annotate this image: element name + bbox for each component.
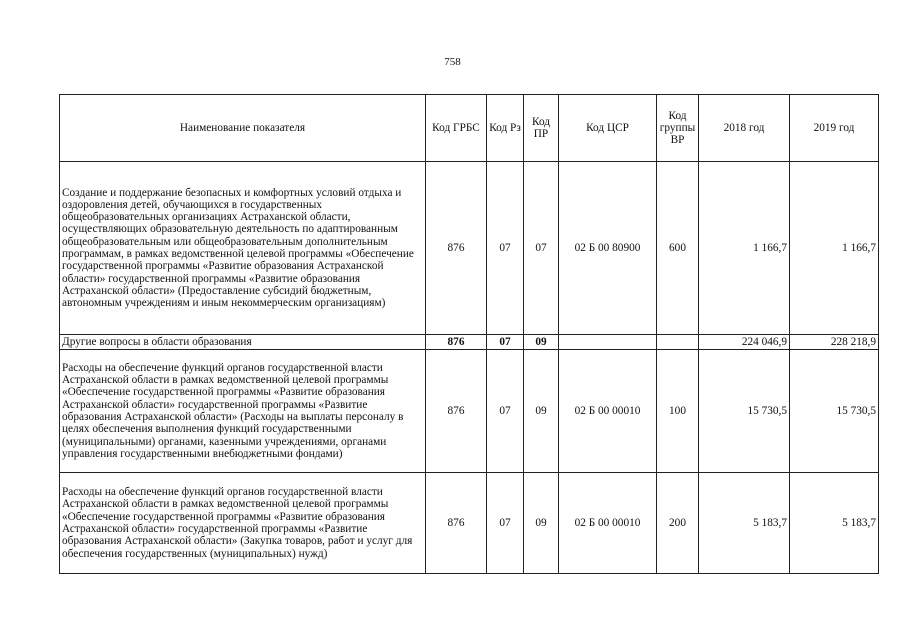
row-pr: 09 [524, 473, 559, 574]
row-2019: 1 166,7 [790, 162, 879, 335]
row-vr: 200 [657, 473, 699, 574]
header-2018: 2018 год [699, 95, 790, 162]
row-vr [657, 335, 699, 350]
row-rz: 07 [487, 335, 524, 350]
table-row [60, 162, 879, 335]
row-vr: 100 [657, 350, 699, 473]
header-name: Наименование показателя [60, 95, 426, 162]
row-2018: 1 166,7 [699, 162, 790, 335]
row-vr: 600 [657, 162, 699, 335]
row-name: Другие вопросы в области образования [60, 335, 426, 350]
header-rz: Код Рз [487, 95, 524, 162]
row-name: Создание и поддержание безопасных и комфортных условий отдыха и оздоровления детей, обучающихся в государственных общеобразовательных организациях Астраханской области, осуществляющих образовательную деятельность по адаптированным общеобразовательным или общеобразовательным дополнительным программам, в рамках ведомственной целевой программы «Обеспечение государственной программы «Развитие образования Астраханской области» государственной программы «Развитие образования Астраханской области» (Предоставление субсидий бюджетным, автономным учреждениям и иным некоммерческим организациям) [60, 162, 426, 335]
page-number: 758 [444, 56, 461, 68]
row-csr [559, 335, 657, 350]
row-2018: 224 046,9 [699, 335, 790, 350]
header-grbs: Код ГРБС [426, 95, 487, 162]
row-grbs: 876 [426, 335, 487, 350]
row-rz: 07 [487, 162, 524, 335]
row-name: Расходы на обеспечение функций органов государственной власти Астраханской области в рамках ведомственной целевой программы «Обеспечение государственной программы «Развитие образования Астраханской области» государственной программы «Развитие образования Астраханской области» (Расходы на выплаты персоналу в целях обеспечения выполнения функций государственными (муниципальными) органами, казенными учреждениями, органами управления государственными внебюджетными фондами) [60, 350, 426, 473]
row-rz: 07 [487, 473, 524, 574]
budget-table [59, 94, 879, 574]
row-grbs: 876 [426, 473, 487, 574]
table-row [60, 335, 879, 350]
table-row [60, 473, 879, 574]
row-2019: 228 218,9 [790, 335, 879, 350]
row-csr: 02 Б 00 00010 [559, 473, 657, 574]
header-csr: Код ЦСР [559, 95, 657, 162]
row-csr: 02 Б 00 00010 [559, 350, 657, 473]
row-2019: 5 183,7 [790, 473, 879, 574]
row-csr: 02 Б 00 80900 [559, 162, 657, 335]
row-rz: 07 [487, 350, 524, 473]
header-pr: Код ПР [524, 95, 559, 162]
header-2019: 2019 год [790, 95, 879, 162]
row-2018: 15 730,5 [699, 350, 790, 473]
row-grbs: 876 [426, 350, 487, 473]
row-2018: 5 183,7 [699, 473, 790, 574]
row-pr: 07 [524, 162, 559, 335]
header-row [60, 95, 879, 162]
row-name: Расходы на обеспечение функций органов государственной власти Астраханской области в рамках ведомственной целевой программы «Обеспечение государственной программы «Развитие образования Астраханской области» государственной программы «Развитие образования Астраханской области» (Закупка товаров, работ и услуг для обеспечения государственных (муниципальных) нужд) [60, 473, 426, 574]
row-grbs: 876 [426, 162, 487, 335]
row-pr: 09 [524, 335, 559, 350]
row-pr: 09 [524, 350, 559, 473]
table-row [60, 350, 879, 473]
row-2019: 15 730,5 [790, 350, 879, 473]
header-vr: Код группы ВР [657, 95, 699, 162]
